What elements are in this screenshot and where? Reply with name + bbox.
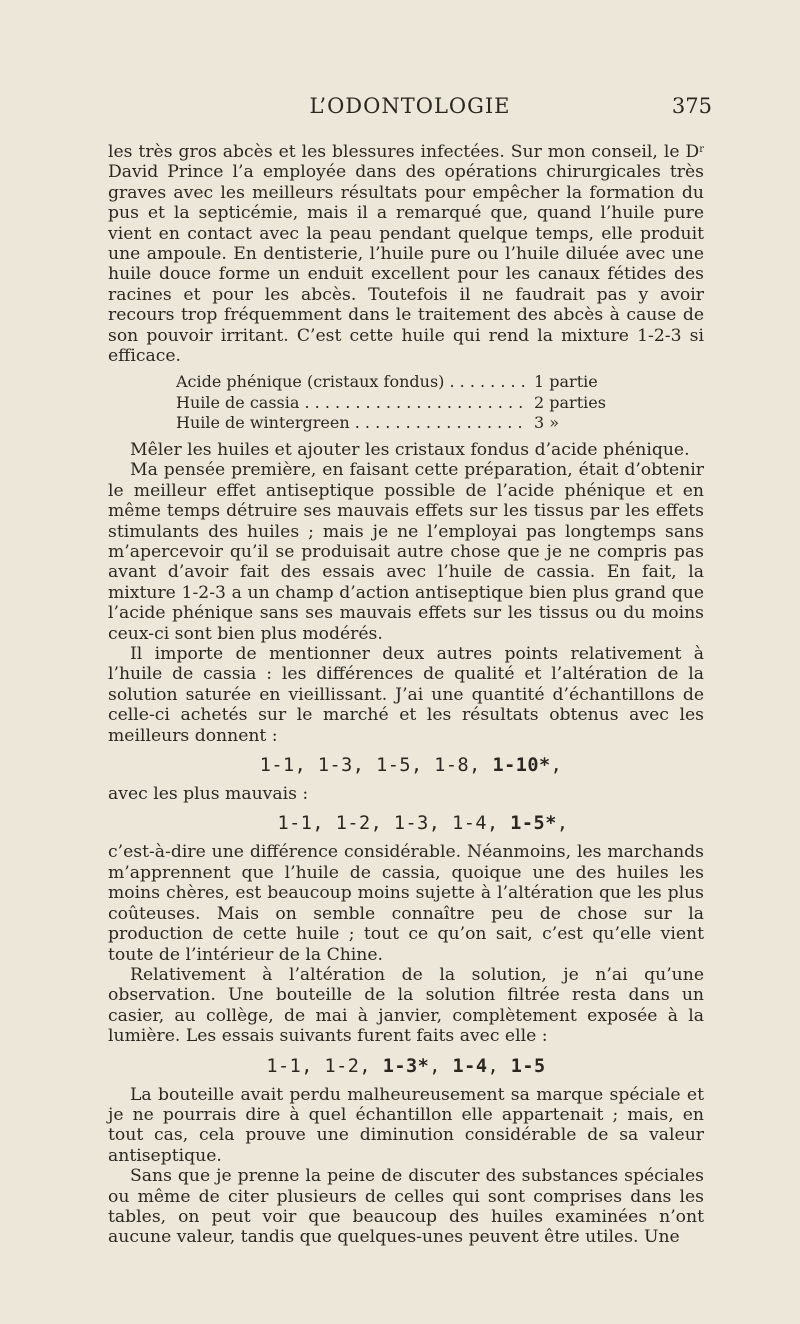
paragraph-1-part-a: les très gros abcès et les blessures infectées. Sur mon conseil, le D [108, 142, 700, 162]
series-end: , [550, 755, 563, 777]
paragraph-4: Il importe de mentionner deux autres points relativement à l’huile de cassia : les différences de qualité et l’altération de la solution saturée en vieillissant. J’ai une quantité d’échantillons de celle-ci achetés sur le marché et les résultats obtenus avec les meilleurs donnent : [108, 644, 704, 746]
recipe-list [176, 372, 646, 434]
doctor-superscript: r [699, 144, 704, 155]
recipe-row [176, 393, 646, 414]
paragraph-7: Relativement à l’altération de la solution, je n’ai qu’une observation. Une bouteille de la solution filtrée resta dans un casier, au collège, de mai à janvier, complètement exposée à la lumière. Les essais suivants furent faits avec elle : [108, 964, 704, 1047]
best-samples-series [108, 754, 704, 778]
series-plain: 1-1, 1-3, 1-5, 1-8, [259, 755, 493, 777]
series-plain: 1-1, 1-2, 1-3, 1-4, [277, 813, 511, 835]
recipe-ingredient: Huile de wintergreen . . . [176, 413, 526, 434]
recipe-row [176, 413, 646, 434]
aged-solution-series [108, 1055, 704, 1079]
series-separator: , [487, 1055, 511, 1077]
series-plain: 1-1, 1-2, [266, 1055, 383, 1077]
paragraph-1-part-b: David Prince l’a employée dans des opérations chirurgicales très graves avec les meilleurs résultats pour empêcher la formation du pus et la septicémie, mais il a remarqué que, quand l’huile pure vient en contact avec la peau pendant quelque temps, elle produit une ampoule. En dentisterie, l’huile pure ou l’huile diluée avec une huile douce forme un enduit excellent pour les canaux fétides des racines et pour les abcès. Toutefois il ne faudrait pas y avoir recours trop fréquemment dans le traitement des abcès à cause de son pouvoir irritant. C’est cette huile qui rend la mixture 1-2-3 si efficace. [108, 162, 704, 367]
series-bold: 1-10* [492, 755, 551, 777]
series-separator: , [429, 1055, 453, 1077]
recipe-row [176, 372, 646, 393]
paragraph-5: avec les plus mauvais : [108, 784, 309, 805]
page-header [108, 92, 712, 124]
series-bold: 1-3* [382, 1055, 430, 1077]
paragraph-6: c’est-à-dire une différence considérable. Néanmoins, les marchands m’apprennent que l’huile de cassia, quoique une des huiles les moins chères, est beaucoup moins sujette à l’altération que les plus coûteuses. Mais on semble connaître peu de chose sur la production de cette huile ; tout ce qu’on sait, c’est qu’elle vient toute de l’intérieur de la Chine. [108, 842, 704, 965]
recipe-ingredient: Huile de cassia . . . [176, 393, 526, 414]
paragraph-3: Ma pensée première, en faisant cette préparation, était d’obtenir le meilleur effet antiseptique possible de l’acide phénique et en même temps détruire ses mauvais effets sur les tissus par les effets stimulants des huiles ; mais je ne l’employai pas longtemps sans m’apercevoir qu’il se produisait autre chose que je ne compris pas avant d’avoir fait des essais avec l’huile de cassia. En fait, la mixture 1-2-3 a un champ d’action antiseptique bien plus grand que l’acide phénique sans ses mauvais effets sur les tissus ou du moins ceux-ci sont bien plus modérés. [108, 460, 704, 644]
paragraph-1 [108, 142, 704, 366]
series-bold: 1-5 [510, 1055, 546, 1077]
page-number: 375 [671, 94, 712, 118]
worst-samples-series [108, 812, 704, 836]
recipe-quantity: 1 partie [534, 372, 598, 392]
paragraph-2: Mêler les huiles et ajouter les cristaux fondus d’acide phénique. [130, 439, 690, 460]
series-bold: 1-5* [510, 813, 557, 835]
paragraph-8: La bouteille avait perdu malheureusement sa marque spéciale et je ne pourrais dire à quel échantillon elle appartenait ; mais, en tout cas, cela prouve une diminution considérable de sa valeur antiseptique. [108, 1084, 704, 1166]
running-title: L’ODONTOLOGIE [309, 94, 511, 118]
recipe-quantity: 2 parties [534, 392, 606, 412]
recipe-ingredient: Acide phénique (cristaux fondus) . . . [176, 372, 526, 393]
series-bold: 1-4 [452, 1055, 488, 1077]
paragraph-9: Sans que je prenne la peine de discuter des substances spéciales ou même de citer plusieurs de celles qui sont comprises dans les tables, on peut voir que beaucoup des huiles examinées n’ont aucune valeur, tandis que quelques-unes peuvent être utiles. Une [108, 1166, 704, 1248]
recipe-quantity: 3 » [534, 413, 560, 433]
series-end: , [556, 813, 569, 835]
page-body [108, 142, 704, 1248]
